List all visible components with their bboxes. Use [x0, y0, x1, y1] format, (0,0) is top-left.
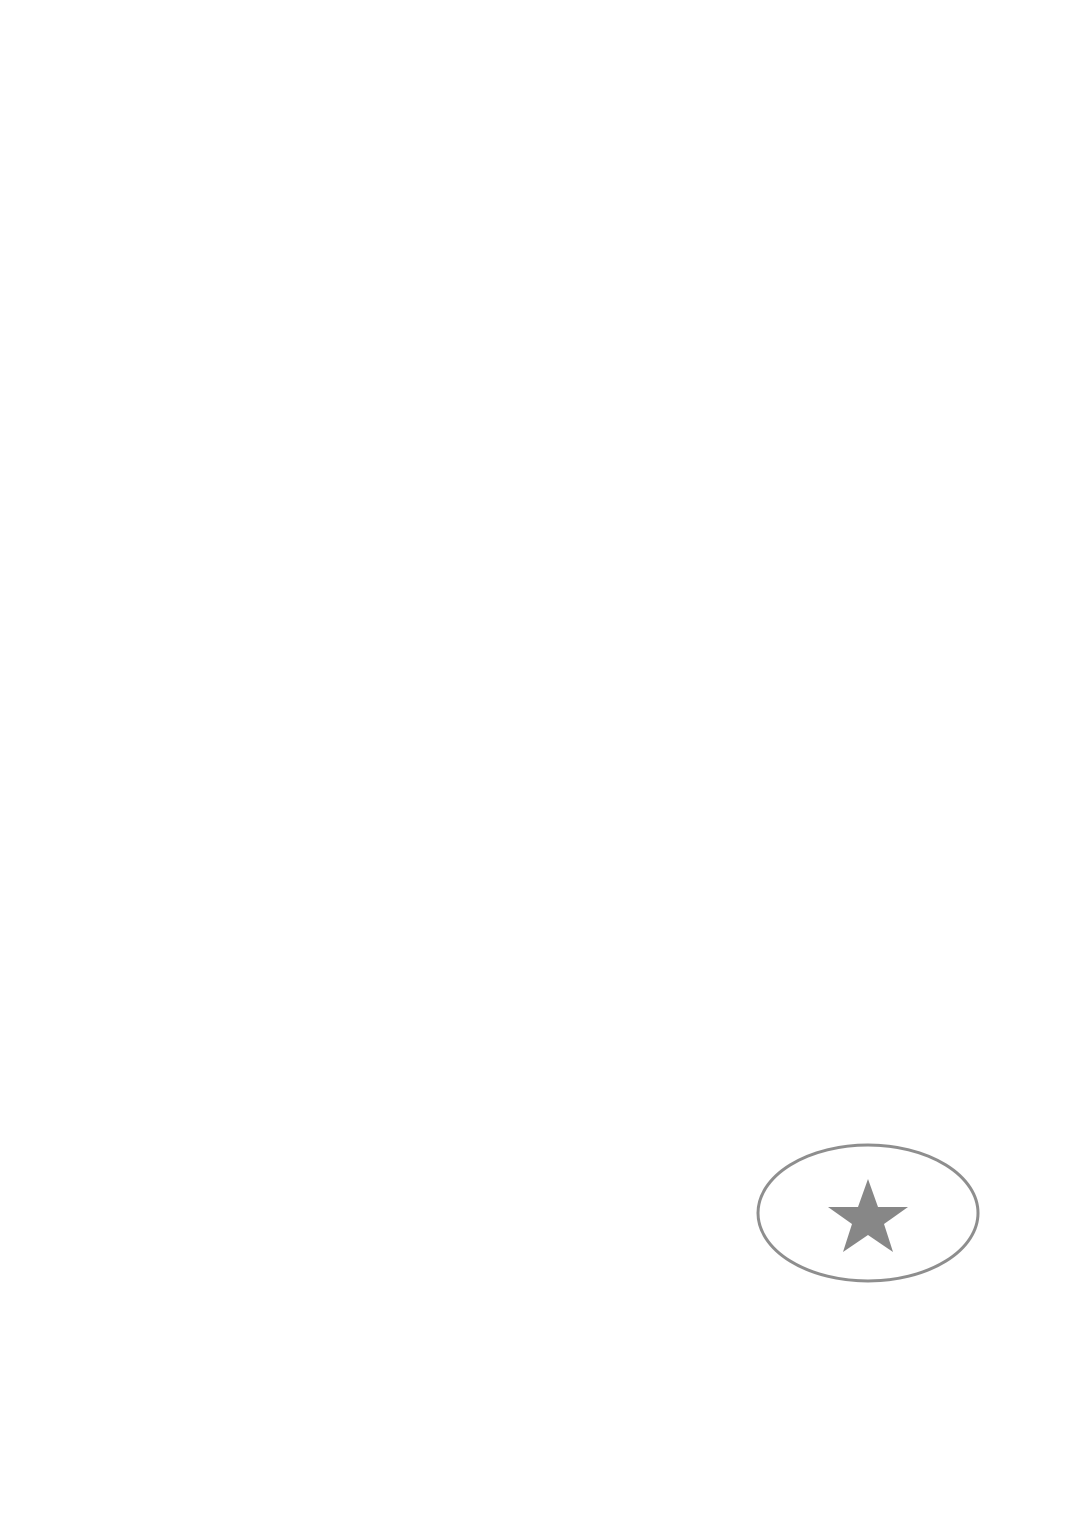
col-unit	[272, 462, 370, 504]
sample-value	[108, 390, 272, 460]
standard-cell	[496, 278, 1040, 320]
group-sensory	[34, 506, 108, 656]
spec-value	[532, 322, 776, 388]
factory-cell	[34, 278, 494, 320]
seal-stamp	[752, 1135, 984, 1285]
signature-footer	[34, 1316, 1034, 1346]
state-value	[904, 322, 1040, 388]
summary-label	[34, 1182, 106, 1306]
date-label	[272, 390, 370, 460]
col-requirement	[370, 462, 776, 504]
sample-label	[34, 390, 108, 460]
state-label	[776, 322, 904, 388]
col-item	[34, 462, 272, 504]
product-name-value	[108, 322, 370, 388]
seal-stamp-graphic	[752, 1135, 984, 1285]
product-name-label	[34, 322, 108, 388]
col-result	[776, 462, 904, 504]
group-physchem	[34, 656, 108, 1182]
col-verdict	[904, 462, 1040, 504]
date-value	[370, 390, 1040, 460]
spec-label	[370, 322, 532, 388]
star-icon	[828, 1179, 908, 1252]
